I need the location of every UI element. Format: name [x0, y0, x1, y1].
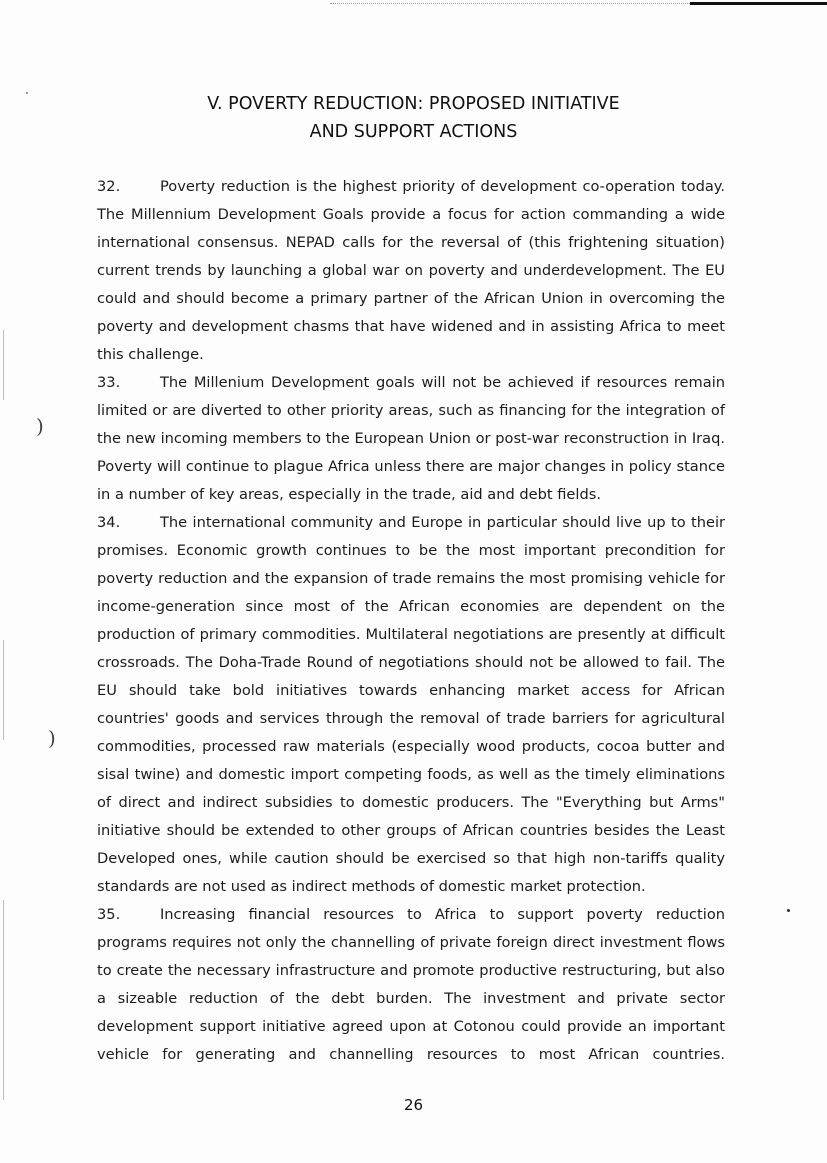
scan-artifact-paren-mark: ) — [36, 414, 44, 438]
paragraph-number: 33. — [97, 374, 121, 391]
section-heading — [0, 90, 827, 146]
paragraph-32 — [97, 173, 725, 369]
page-number: 26 — [403, 1096, 424, 1114]
paragraph-text: The international community and Europe in particular should live up to their promises. Economic growth continues to be the most important precondition for poverty reduction and the expansion of trade remains the most promising vehicle for income-generation since most of the African economies are dependent on the production of primary commodities. Multilateral negotiations are presently at difficult crossroads. The Doha-Trade Round of negotiations should not be allowed to fail. The EU should take bold initiatives towards enhancing market access for African countries' goods and services through the removal of trade barriers for agricultural commodities, processed raw materials (especially wood products, cocoa butter and sisal twine) and domestic import competing foods, as well as the timely eliminations of direct and indirect subsidies to domestic producers. The "Everything but Arms" initiative should be extended to other groups of African countries besides the Least Developed ones, while caution should be exercised so that high non-tariffs quality standards are not used as indirect methods of domestic market protection. — [97, 514, 725, 895]
scan-artifact-speck — [787, 909, 790, 912]
scan-artifact-top-rule — [690, 2, 827, 5]
section-heading-line-2: AND SUPPORT ACTIONS — [309, 122, 518, 142]
body-text — [97, 173, 725, 1069]
paragraph-number: 32. — [97, 178, 121, 195]
section-heading-line-1: V. POVERTY REDUCTION: PROPOSED INITIATIVE — [207, 94, 620, 114]
scan-artifact-left-edge — [3, 640, 4, 740]
paragraph-text: The Millenium Development goals will not be achieved if resources remain limited or are diverted to other priority areas, such as financing for the integration of the new incoming members to the European Union or post-war reconstruction in Iraq. Poverty will continue to plague Africa unless there are major changes in policy stance in a number of key areas, especially in the trade, aid and debt fields. — [97, 374, 725, 503]
scan-artifact-left-edge — [3, 900, 4, 1100]
paragraph-text: Increasing financial resources to Africa to support poverty reduction programs requires not only the channelling of private foreign direct investment flows to create the necessary infrastructure and promote productive restructuring, but also a sizeable reduction of the debt burden. The investment and private sector development support initiative agreed upon at Cotonou could provide an important vehicle for generating and channelling resources to most African countries. — [97, 906, 725, 1063]
scan-artifact-dotted-line — [330, 3, 690, 5]
paragraph-text: Poverty reduction is the highest priority of development co-operation today. The Millennium Development Goals provide a focus for action commanding a wide international consensus. NEPAD calls for the reversal of (this frightening situation) current trends by launching a global war on poverty and underdevelopment. The EU could and should become a primary partner of the African Union in overcoming the poverty and development chasms that have widened and in assisting Africa to meet this challenge. — [97, 178, 725, 363]
paragraph-34 — [97, 509, 725, 901]
scan-artifact-left-edge — [3, 330, 4, 400]
paragraph-number: 34. — [97, 514, 121, 531]
paragraph-number: 35. — [97, 906, 121, 923]
paragraph-35 — [97, 901, 725, 1069]
scan-artifact-paren-mark: ) — [48, 726, 56, 750]
paragraph-33 — [97, 369, 725, 509]
